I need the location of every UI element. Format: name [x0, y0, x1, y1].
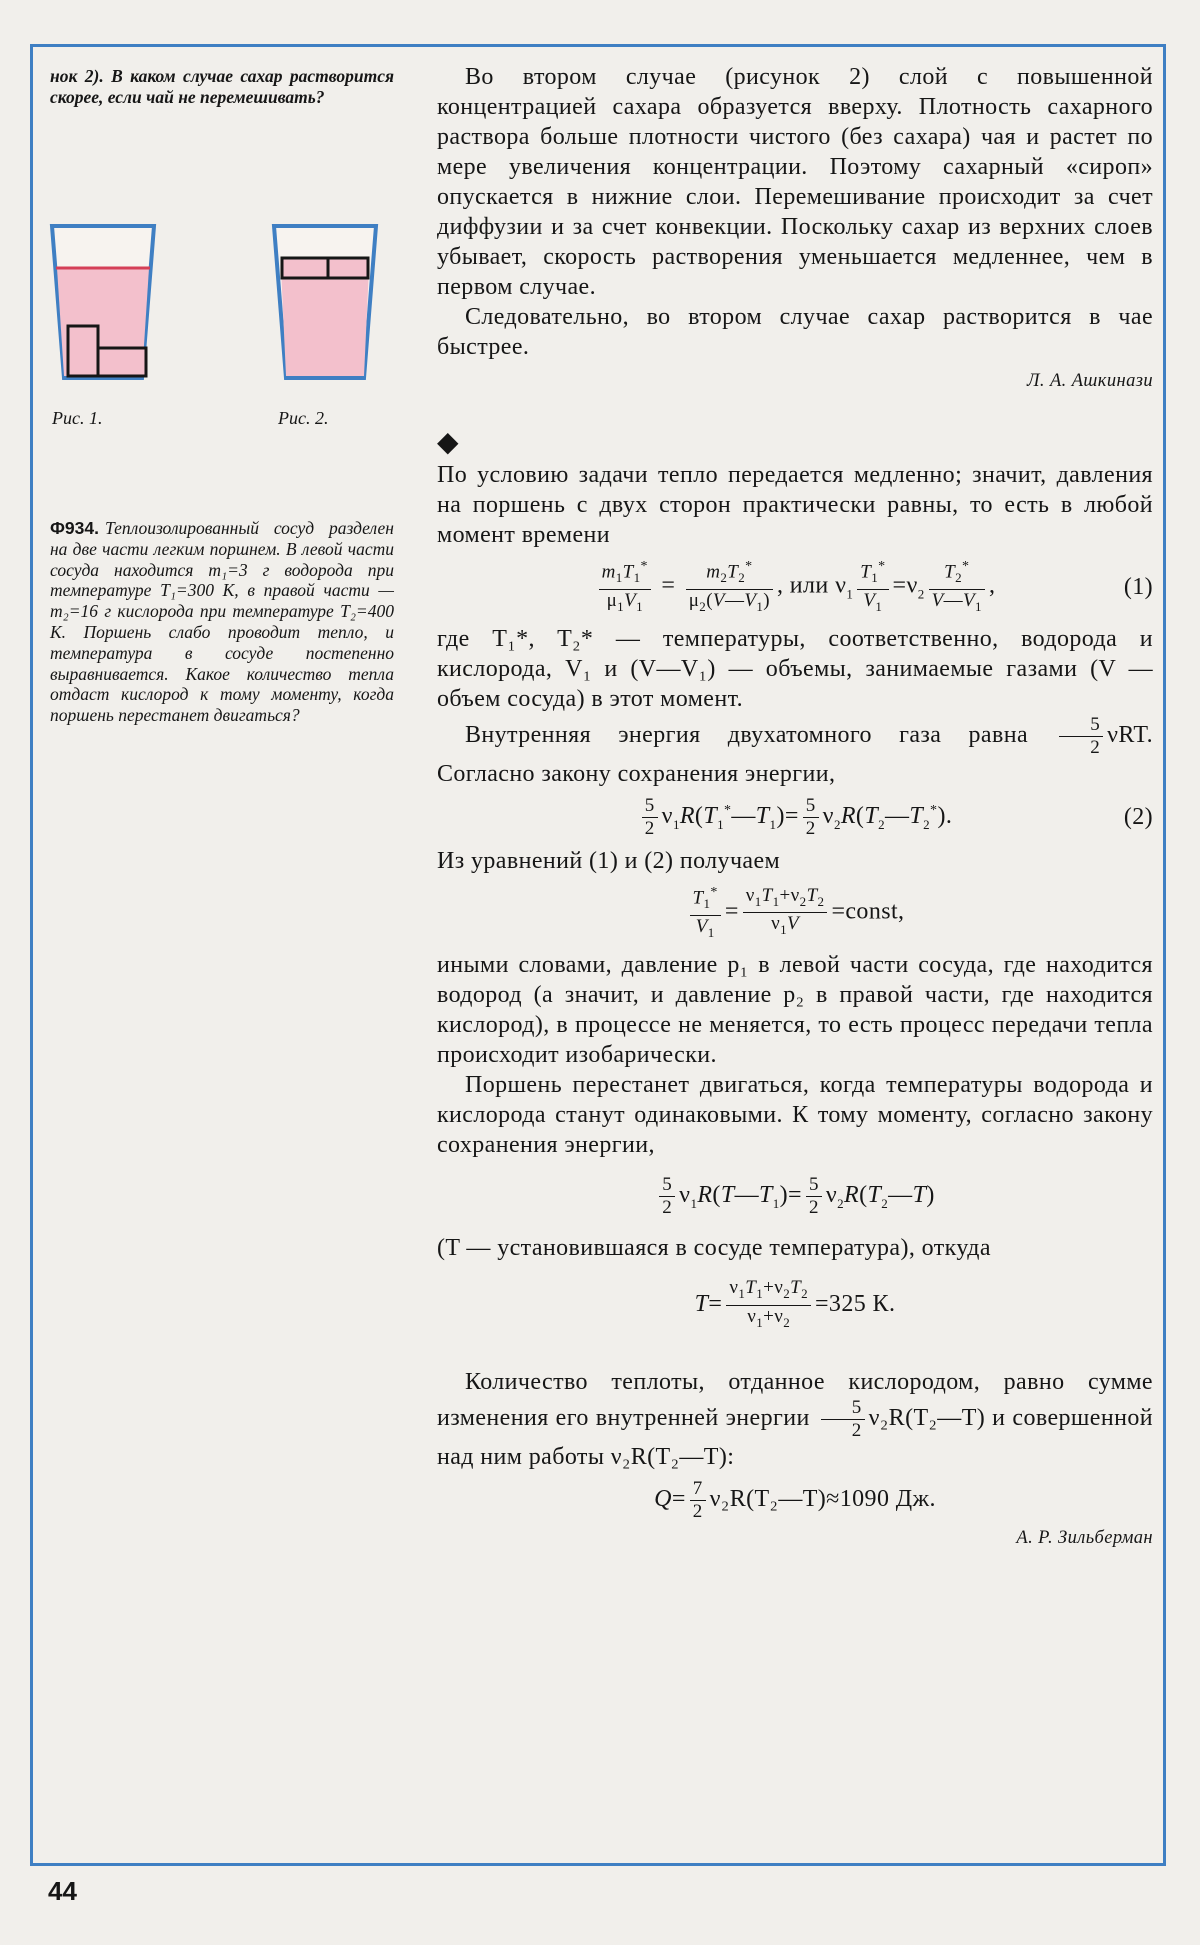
section-diamond: ◆: [437, 427, 459, 458]
question-tail: [50, 66, 394, 107]
eq1-connector: , или: [777, 572, 829, 599]
isobaric-paragraph: иными словами, давление p₁ в левой части сосуда, где находится водород (а значит, и давление p₂ в правой части, где находится кислород), в процессе не меняется, то есть процесс передачи тепла происходит изобарически.: [437, 951, 1153, 1068]
equation-6: Q= $\frac{7}{2}$ ν₂R(T₂—T)≈1090 Дж.: [654, 1478, 936, 1523]
glass-figure-1: [48, 222, 158, 382]
equation-2: $\frac{5}{2}$ $\nu_1R(T_1^*—T_1)=$ $\frac{5}{2}$ $\nu_2R(T_2—T_2^*)$. (2): [437, 795, 1153, 840]
heat-paragraph: Количество теплоты, отданное кислородом, равно сумме изменения его внутренней энергии $\frac{5}{2}$ ν₂R(T₂—T) и совершенной над ним работы ν₂R(T₂—T):: [437, 1369, 1153, 1471]
temperature-definition: (T — установившаяся в сосуде температура), откуда: [437, 1234, 991, 1261]
piston-paragraph: Поршень перестанет двигаться, когда температуры водорода и кислорода станут одинаковыми. К тому моменту, согласно закону сохранения энергии,: [437, 1071, 1153, 1158]
problem-text: Теплоизолированный сосуд разделен на две части легким поршнем. В левой части сосуда находится m₁=3 г водорода при температуре T₁=300 К, в правой части — m₂=16 г кислорода при температуре T₂=400 К. Поршень слабо проводит тепло, и температура в сосуде постепенно выравнивается. Какое количество тепла отдаст кислород к тому моменту, когда поршень перестанет двигаться?: [50, 518, 394, 726]
author-1: Л. А. Ашкинази: [1027, 371, 1153, 391]
figure-1-caption: Рис. 1.: [52, 408, 103, 428]
equation-4: $\frac{5}{2}$ $\nu_1R(T—T_1)=$ $\frac{5}{2}$ $\nu_2R(T_2—T)$: [437, 1174, 1153, 1219]
author-2: А. Р. Зильберман: [1016, 1528, 1153, 1549]
sugar-cube: [282, 258, 328, 278]
solution2-intro: По условию задачи тепло передается медленно; значит, давления на поршень с двух сторон практически равны, то есть в любой момент времени: [437, 462, 1153, 548]
eq5-tail: =325 К.: [815, 1290, 896, 1317]
equation-5: T= $\frac{\nu_1T_1+\nu_2T_2}{\nu_1+\nu_2}$ =325 К.: [694, 1276, 896, 1330]
solution-column: [437, 62, 1153, 1553]
energy-statement-a: Внутренняя энергия двухатомного газа равна: [465, 721, 1029, 748]
solution1-paragraph: Во втором случае (рисунок 2) слой с повышенной концентрацией сахара образуется вверху. Плотность сахарного раствора больше плотности чистого (без сахара) чая и растет по мере увеличения концентрации. Поэтому сахарный «сироп» опускается в нижние слои. Перемешивание происходит за счет диффузии и за счет конвекции. Поскольку сахар из верхних слоев убывает, скорость растворения уменьшается медленнее, чем в первом случае.: [437, 64, 1153, 300]
page-number: 44: [48, 1876, 77, 1906]
derivation-intro: Из уравнений (1) и (2) получаем: [437, 847, 781, 874]
sugar-cube: [68, 326, 98, 376]
equation-3: $\frac{T_1^*}{V_1}$ = $\frac{\nu_1T_1+\nu_2T_2}{\nu_1V}$ =const,: [437, 882, 1153, 944]
solution2-definitions: где T₁*, T₂* — температуры, соответственно, водорода и кислорода, V₁ и (V—V₁) — объемы, занимаемые газами (V — объем сосуда) в этот момент.: [437, 625, 1153, 712]
equation-number-1: (1): [1123, 573, 1153, 600]
eq3-tail: =const,: [831, 898, 905, 925]
sugar-cube: [98, 348, 146, 376]
problem-number: Ф934.: [50, 518, 99, 538]
eq6-tail: ν₂R(T₂—T)≈1090 Дж.: [709, 1486, 936, 1513]
equation-1: $\frac{m_1T_1^*}{\mu_1V_1}$ = $\frac{m_2T_2^*}{\mu_2(V—V_1)}$ , или $\nu_1$ $\frac{T_1^*}{V_1}$ $=\nu_2$ $\frac{T_2^*}{V—V_1}$ , (1): [437, 556, 1153, 618]
glass-figure-2: [270, 222, 380, 382]
solution1-conclusion: Следовательно, во втором случае сахар растворится в чае быстрее.: [437, 304, 1153, 360]
heat-paragraph-b: ν₂R(T₂—T) и совершенной над ним работы ν₂R(T₂—T):: [437, 1405, 1153, 1471]
question-text: нок 2). В каком случае сахар растворится скорее, если чай не перемешивать?: [50, 66, 394, 107]
energy-statement: Внутренняя энергия двухатомного газа равна $\frac{5}{2}$ νRT. Согласно закону сохранения энергии,: [437, 713, 1154, 787]
equation-number-2: (2): [1123, 804, 1153, 831]
energy-statement-b: νRT. Согласно закону сохранения энергии,: [437, 721, 1154, 787]
heat-paragraph-a: Количество теплоты, отданное кислородом, равно сумме изменения его внутренней энергии: [437, 1369, 1153, 1432]
sugar-cube: [328, 258, 368, 278]
problem-statement: [50, 518, 394, 726]
figure-2-caption: Рис. 2.: [278, 408, 329, 428]
